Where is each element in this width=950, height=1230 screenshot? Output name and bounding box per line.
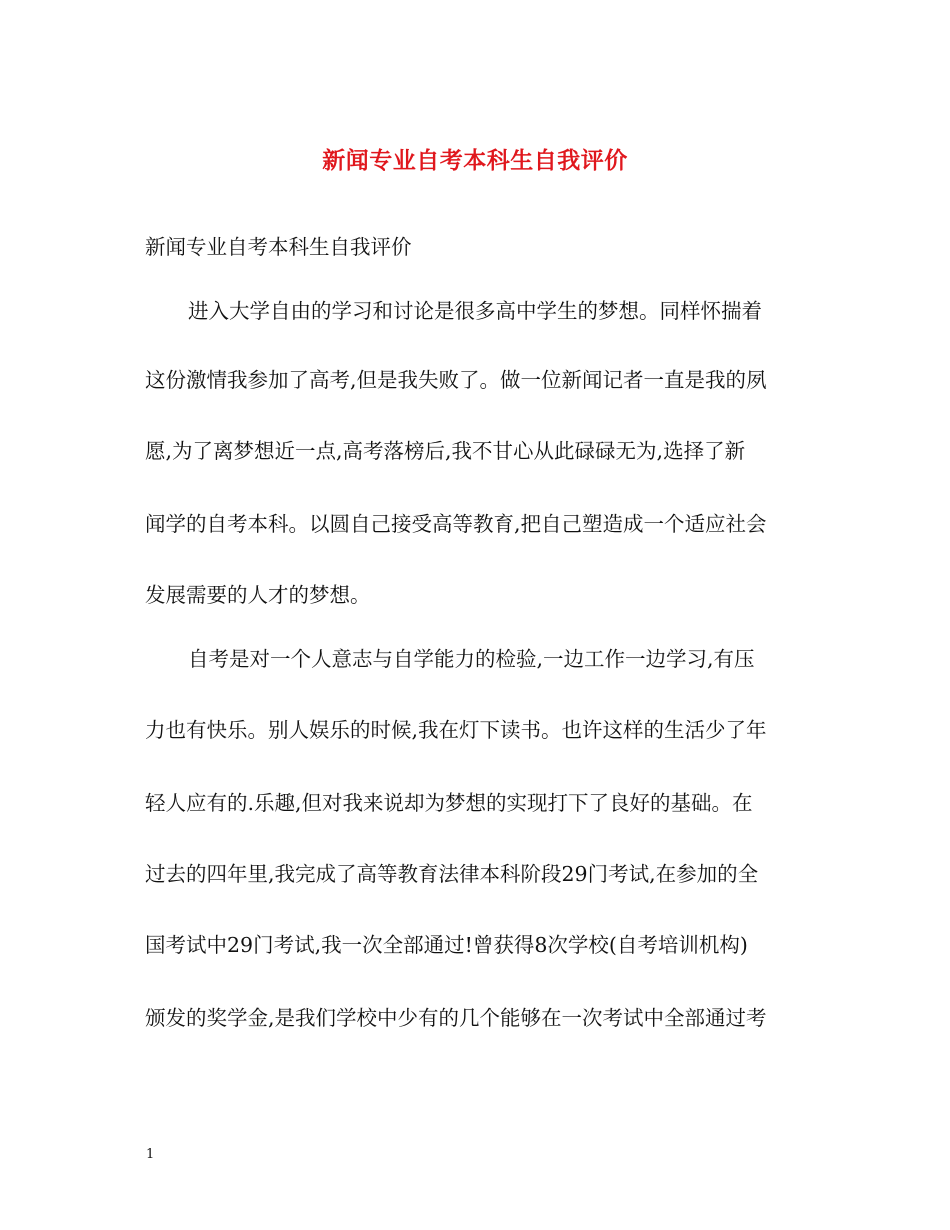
paragraph-1-line-4: 闻学的自考本科。以圆自己接受高等教育,把自己塑造成一个适应社会 [145,512,767,536]
document-title: 新闻专业自考本科生自我评价 [322,147,628,174]
paragraph-2-line-1: 自考是对一个人意志与自学能力的检验,一边工作一边学习,有压 [188,647,755,671]
paragraph-2-line-6: 颁发的奖学金,是我们学校中少有的几个能够在一次考试中全部通过考 [145,1006,767,1030]
paragraph-1-line-5: 发展需要的人才的梦想。 [145,583,371,607]
page-number: 1 [146,1147,155,1162]
paragraph-1-line-1: 进入大学自由的学习和讨论是很多高中学生的梦想。同样怀揣着 [188,299,762,323]
document-subtitle: 新闻专业自考本科生自我评价 [145,235,412,259]
paragraph-2-line-2: 力也有快乐。别人娱乐的时候,我在灯下读书。也许这样的生活少了年 [145,718,767,742]
paragraph-2-line-3: 轻人应有的.乐趣,但对我来说却为梦想的实现打下了良好的基础。在 [145,791,753,815]
paragraph-2-line-4: 过去的四年里,我完成了高等教育法律本科阶段29门考试,在参加的全 [145,862,759,886]
paragraph-2-line-5: 国考试中29门考试,我一次全部通过!曾获得8次学校(自考培训机构) [145,933,748,957]
paragraph-1-line-3: 愿,为了离梦想近一点,高考落榜后,我不甘心从此碌碌无为,选择了新 [145,439,746,463]
paragraph-1-line-2: 这份激情我参加了高考,但是我失败了。做一位新闻记者一直是我的夙 [145,368,767,392]
